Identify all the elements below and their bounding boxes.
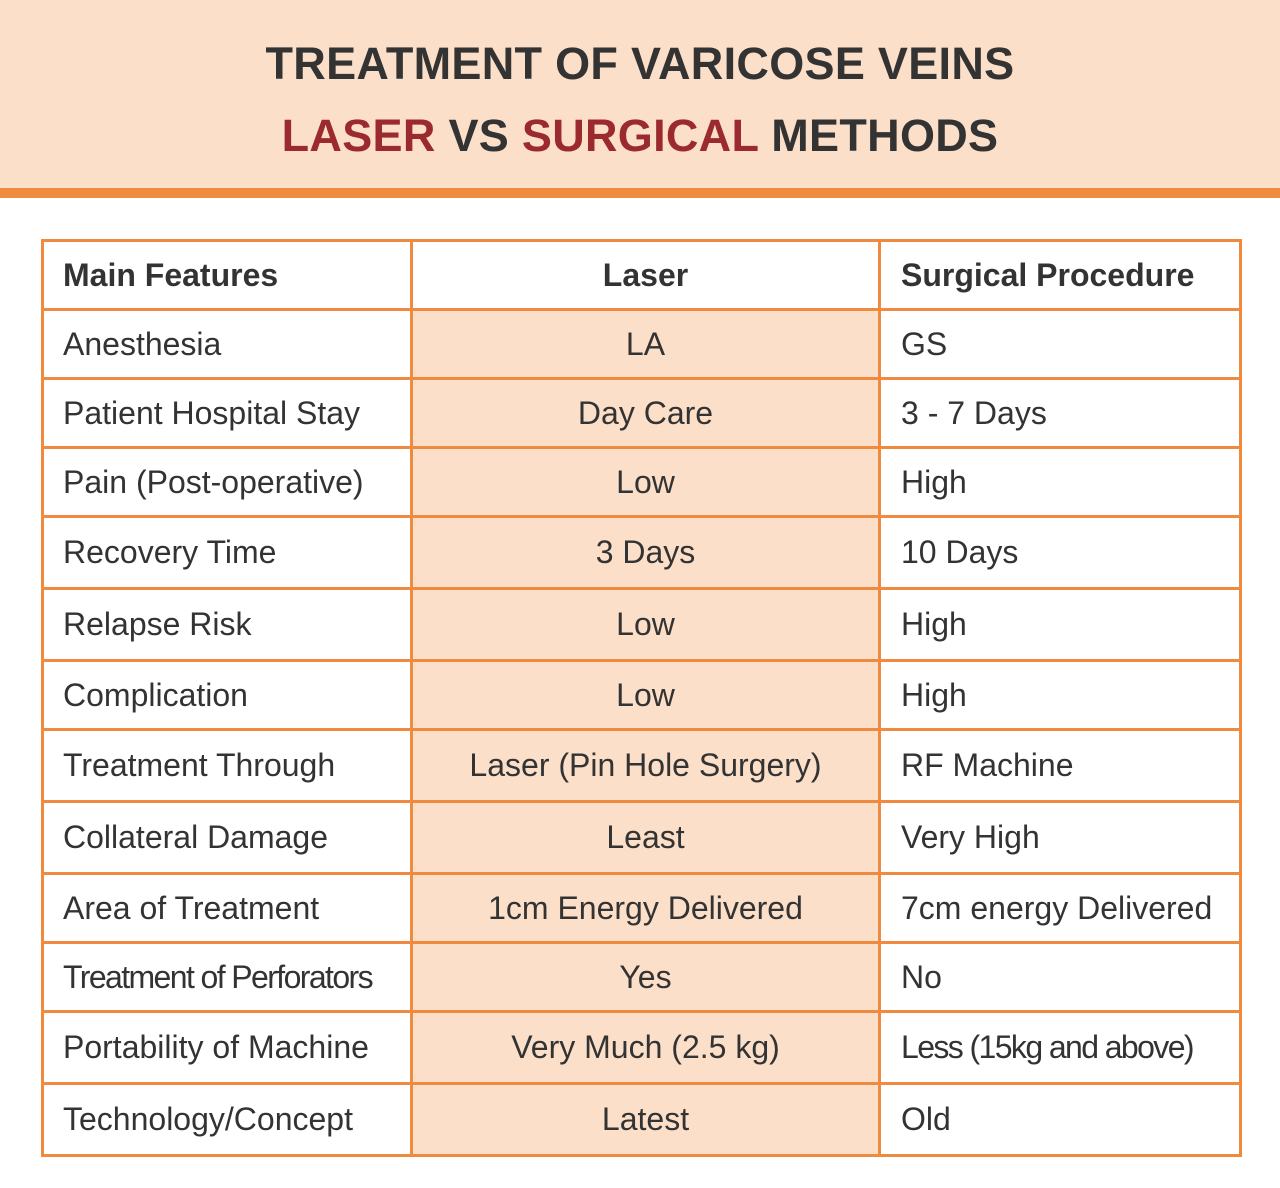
table-header-row — [43, 241, 1241, 310]
laser-cell: Low — [412, 448, 880, 517]
table-row — [43, 1084, 1241, 1156]
subtitle-laser: LASER — [281, 110, 436, 161]
surgical-cell: 3 - 7 Days — [880, 379, 1241, 448]
surgical-cell: RF Machine — [880, 730, 1241, 802]
surgical-cell: High — [880, 589, 1241, 661]
surgical-cell: No — [880, 943, 1241, 1012]
feature-cell: Collateral Damage — [43, 802, 412, 874]
table-row — [43, 874, 1241, 943]
feature-cell: Treatment Through — [43, 730, 412, 802]
feature-cell: Anesthesia — [43, 310, 412, 379]
table-row — [43, 589, 1241, 661]
subtitle-vs: VS — [435, 110, 522, 161]
laser-cell: Very Much (2.5 kg) — [412, 1012, 880, 1084]
laser-cell: Laser (Pin Hole Surgery) — [412, 730, 880, 802]
comparison-table — [41, 239, 1242, 1157]
surgical-cell: 10 Days — [880, 517, 1241, 589]
header-surgical-procedure: Surgical Procedure — [880, 241, 1241, 310]
laser-cell: 1cm Energy Delivered — [412, 874, 880, 943]
surgical-cell: Old — [880, 1084, 1241, 1156]
header-main-features: Main Features — [43, 241, 412, 310]
header-laser: Laser — [412, 241, 880, 310]
laser-cell: Low — [412, 589, 880, 661]
banner-divider — [0, 188, 1280, 198]
laser-cell: 3 Days — [412, 517, 880, 589]
laser-cell: Least — [412, 802, 880, 874]
subtitle-surgical: SURGICAL — [521, 110, 759, 161]
feature-cell: Relapse Risk — [43, 589, 412, 661]
laser-cell: LA — [412, 310, 880, 379]
table-row — [43, 379, 1241, 448]
table-row — [43, 448, 1241, 517]
table-row — [43, 730, 1241, 802]
feature-cell: Recovery Time — [43, 517, 412, 589]
surgical-cell: High — [880, 661, 1241, 730]
laser-cell: Day Care — [412, 379, 880, 448]
table-row — [43, 310, 1241, 379]
surgical-cell: Very High — [880, 802, 1241, 874]
feature-cell: Treatment of Perforators — [43, 943, 412, 1012]
feature-cell: Pain (Post-operative) — [43, 448, 412, 517]
table-row — [43, 943, 1241, 1012]
table-row — [43, 1012, 1241, 1084]
page-title: TREATMENT OF VARICOSE VEINS — [265, 38, 1015, 89]
surgical-cell: High — [880, 448, 1241, 517]
feature-cell: Portability of Machine — [43, 1012, 412, 1084]
table-row — [43, 517, 1241, 589]
page-subtitle — [0, 110, 1280, 162]
subtitle-methods: METHODS — [758, 110, 999, 161]
laser-cell: Latest — [412, 1084, 880, 1156]
surgical-cell: GS — [880, 310, 1241, 379]
table-row — [43, 661, 1241, 730]
feature-cell: Complication — [43, 661, 412, 730]
laser-cell: Yes — [412, 943, 880, 1012]
feature-cell: Patient Hospital Stay — [43, 379, 412, 448]
surgical-cell: 7cm energy Delivered — [880, 874, 1241, 943]
surgical-cell: Less (15kg and above) — [880, 1012, 1241, 1084]
table-row — [43, 802, 1241, 874]
laser-cell: Low — [412, 661, 880, 730]
feature-cell: Technology/Concept — [43, 1084, 412, 1156]
feature-cell: Area of Treatment — [43, 874, 412, 943]
